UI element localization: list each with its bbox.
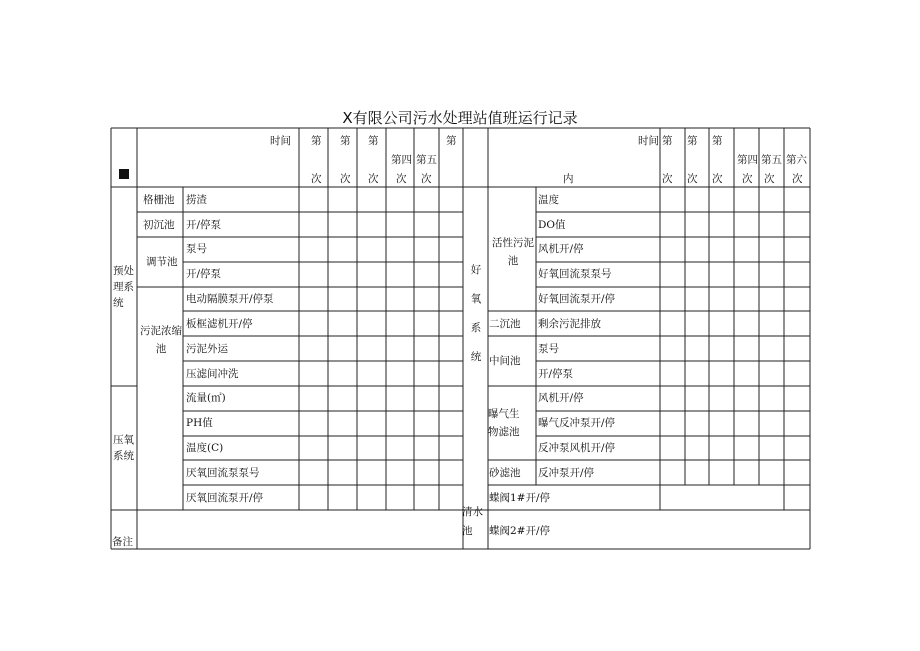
right-item-7: 泵号: [538, 343, 559, 355]
header-col-right-5-top: 第五: [761, 154, 782, 166]
unit-sand-filter: 砂滤池: [489, 467, 521, 479]
unit-activated-sludge-pool: 活性污泥池: [492, 237, 534, 267]
system-aerobic: 好氧系统: [470, 264, 482, 363]
left-item-9: 流量(㎡): [186, 392, 226, 404]
header-col-right-6-bottom: 次: [792, 173, 803, 185]
right-item-5: 好氧回流泵开/停: [538, 293, 616, 305]
left-item-13: 厌氧回流泵开/停: [186, 492, 264, 504]
unit-sludge-thicken-pool: 污泥浓缩池: [140, 325, 182, 355]
right-item-9: 风机开/停: [538, 392, 584, 404]
header-col-left-3-top: 第: [368, 135, 379, 147]
unit-middle-pool: 中间池: [489, 355, 521, 367]
left-item-8: 压滤间冲洗: [186, 368, 239, 380]
unit-grid-pool: 格栅池: [143, 194, 175, 206]
header-col-left-2-bottom: 次: [340, 173, 351, 185]
header-col-left-4-bottom: 次: [396, 173, 407, 185]
left-item-10: PH值: [186, 417, 213, 429]
header-col-right-1-bottom: 次: [662, 173, 673, 185]
header-col-right-4-bottom: 次: [742, 173, 753, 185]
header-col-left-3-bottom: 次: [368, 173, 379, 185]
header-col-left-1-top: 第: [311, 135, 322, 147]
header-col-right-2-bottom: 次: [687, 173, 698, 185]
header-col-left-5-top: 第五: [416, 154, 437, 166]
header-col-left-6-top: 第: [446, 135, 457, 147]
page-title: X有限公司污水处理站值班运行记录: [342, 109, 578, 127]
right-item-4: 好氧回流泵泵号: [538, 268, 612, 280]
right-item-2: DO值: [538, 219, 566, 231]
header-col-right-1-top: 第: [662, 135, 673, 147]
system-anaerobic: 压氧系统: [113, 434, 134, 462]
remarks-label: 备注: [112, 536, 133, 548]
header-content-right: 内: [563, 173, 574, 185]
system-pretreatment: 预处理系统: [113, 265, 134, 309]
header-col-right-3-top: 第: [712, 135, 723, 147]
left-item-11: 温度(C): [186, 442, 224, 454]
left-item-6: 板框滤机开/停: [186, 318, 253, 330]
unit-secondary-pool: 二沉池: [489, 318, 521, 330]
right-item-6: 剩余污泥排放: [538, 318, 601, 330]
header-col-right-2-top: 第: [687, 135, 698, 147]
left-item-5: 电动隔膜泵开/停泵: [186, 293, 274, 305]
right-item-8: 开/停泵: [538, 368, 574, 380]
right-item-1: 温度: [538, 194, 559, 206]
right-item-14: 蝶阀2#开/停: [489, 525, 551, 537]
left-item-12: 厌氧回流泵泵号: [186, 467, 260, 479]
left-item-1: 捞渣: [186, 194, 207, 206]
right-item-13: 蝶阀1#开/停: [489, 492, 551, 504]
left-item-7: 污泥外运: [186, 343, 228, 355]
header-time-right: 时间: [638, 135, 659, 147]
left-item-3: 泵号: [186, 243, 207, 255]
header-col-right-3-bottom: 次: [712, 173, 723, 185]
header-col-left-5-bottom: 次: [421, 173, 432, 185]
header-col-left-4-top: 第四: [391, 154, 412, 166]
header-time-left: 时间: [270, 135, 291, 147]
header-col-right-6-top: 第六: [786, 154, 807, 166]
right-item-11: 反冲泵风机开/停: [538, 442, 616, 454]
unit-primary-pool: 初沉池: [143, 219, 175, 231]
header-col-right-5-bottom: 次: [764, 173, 775, 185]
header-col-left-1-bottom: 次: [311, 173, 322, 185]
header-col-right-4-top: 第四: [737, 154, 758, 166]
right-item-3: 风机开/停: [538, 243, 584, 255]
header-col-left-2-top: 第: [340, 135, 351, 147]
unit-regulate-pool: 调节池: [146, 256, 178, 268]
right-item-10: 曝气反冲泵开/停: [538, 417, 616, 429]
right-item-12: 反冲泵开/停: [538, 467, 595, 479]
black-square-marker: [119, 169, 129, 179]
left-item-2: 开/停泵: [186, 219, 222, 231]
left-item-4: 开/停泵: [186, 268, 222, 280]
clear-water-pool: 清水池: [462, 506, 483, 537]
unit-aeration-bio-filter: 曝气生物滤池: [488, 408, 520, 438]
